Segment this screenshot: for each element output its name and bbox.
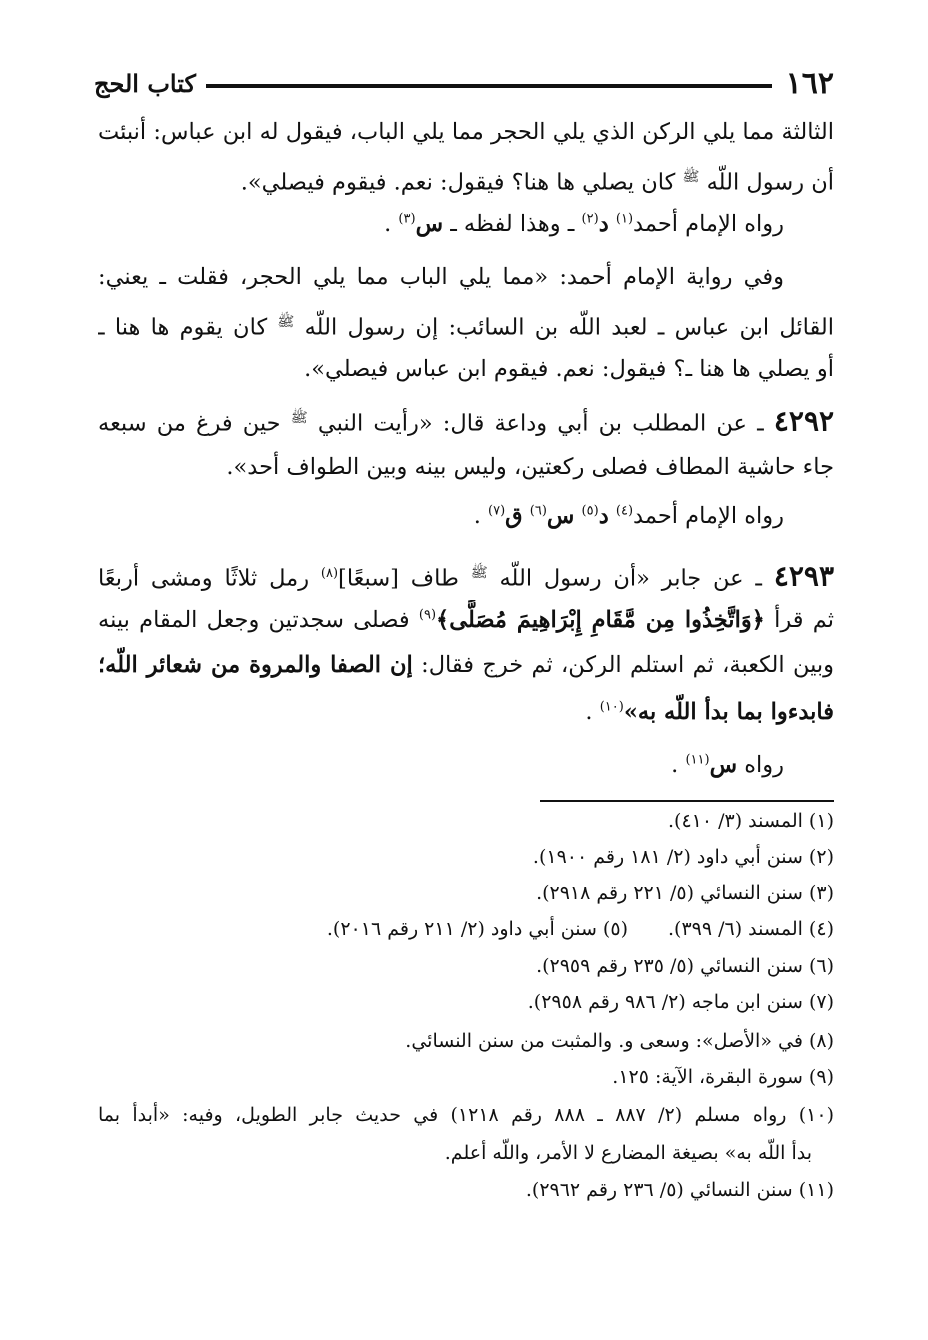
footnote-4-5 <box>98 912 834 946</box>
page-number: ١٦٢ <box>785 66 834 101</box>
hadith-4293-line-2: ثم قرأ ﴿وَاتَّخِذُوا مِن مَّقَامِ إِبْرَاهِيمَ مُصَلًّى﴾$^{(٩)}$ فصلى سجدتين وجعل المقام بينه <box>98 607 834 633</box>
text-line-6: أو يصلي ها هنا ـ؟ فيقول: نعم. فيقوم ابن عباس فيصلي». <box>304 356 834 382</box>
text-line-5: القائل ابن عباس ـ لعبد اللّه بن السائب: إن رسول اللّه $^ﷺ$ كان يقوم ها هنا ـ <box>98 314 834 341</box>
footnote-5: (٥) سنن أبي داود (٢/ ٢١١ رقم ٢٠١٦). <box>326 918 628 940</box>
footnote-10-line-1: (١٠) رواه مسلم (٢/ ٨٨٧ ـ ٨٨٨ رقم ١٢١٨) في حديث جابر الطويل، وفيه: «أبدأ بما <box>98 1104 834 1126</box>
page-header <box>94 62 834 106</box>
footnote-1: (١) المسند (٣/ ٤١٠). <box>667 810 834 832</box>
footnote-6: (٦) سنن النسائي (٥/ ٢٣٥ رقم ٢٩٥٩). <box>536 955 834 977</box>
hadith-number: ٤٢٩٢ <box>773 404 834 438</box>
hadith-4292-line-2: جاء حاشية المطاف فصلى ركعتين، وليس بينه وبين الطواف أحد». <box>226 454 834 480</box>
footnote-3: (٣) سنن النسائي (٥/ ٢٢١ رقم ٢٩١٨). <box>536 882 834 904</box>
salutation-glyph: ﷺ <box>682 169 700 185</box>
footnote-10-line-2: بدأ اللّه به» بصيغة المضارع لا الأمر، واللّه أعلم. <box>444 1142 812 1164</box>
hadith-4293-line-4: فابدءوا بما بدأ اللّه به»$^{(١٠)}$ . <box>585 699 834 725</box>
attribution-line-1: رواه الإمام أحمد$^{(١)}$ د$^{(٢)}$ ـ وهذا لفظه ـ س$^{(٣)}$ . <box>384 211 784 237</box>
hadith-number: ٤٢٩٣ <box>773 559 834 593</box>
footnote-4: (٤) المسند (٦/ ٣٩٩). <box>667 918 834 940</box>
hadith-4292-line-1: ٤٢٩٢ ـ عن المطلب بن أبي وداعة قال: «رأيت النبي $^ﷺ$ حين فرغ من سبعه <box>98 404 834 438</box>
footnote-rule <box>540 800 834 802</box>
hadith-4293-line-3: وبين الكعبة، ثم استلم الركن، ثم خرج فقال: إن الصفا والمروة من شعائر اللّه؛ <box>98 652 834 678</box>
header-rule <box>206 84 772 88</box>
quran-verse: ﴿وَاتَّخِذُوا مِن مَّقَامِ إِبْرَاهِيمَ مُصَلًّى﴾ <box>436 607 765 633</box>
text-line-2: أن رسول اللّه $^ﷺ$ كان يصلي ها هنا؟ فيقول: نعم. فيقوم فيصلي». <box>240 169 834 196</box>
attribution-line-2: رواه الإمام أحمد$^{(٤)}$ د$^{(٥)}$ س$^{(٦)}$ ق$^{(٧)}$ . <box>473 503 784 529</box>
footnote-8: (٨) في «الأصل»: وسعى و. والمثبت من سنن النسائي. <box>405 1030 834 1052</box>
book-title: كتاب الحج <box>94 69 196 98</box>
hadith-4293-line-1: ٤٢٩٣ ـ عن جابر «أن رسول اللّه $^ﷺ$ طاف [سبعًا]$^{(٨)}$ رمل ثلاثًا ومشى أربعًا <box>98 559 834 593</box>
footnote-2: (٢) سنن أبي داود (٢/ ١٨١ رقم ١٩٠٠). <box>532 846 834 868</box>
attribution-line-3: رواه س$^{(١١)}$ . <box>671 752 784 778</box>
text-line-4: وفي رواية الإمام أحمد: «مما يلي الباب مما يلي الحجر، فقلت ـ يعني: <box>98 264 784 290</box>
footnote-7: (٧) سنن ابن ماجه (٢/ ٩٨٦ رقم ٢٩٥٨). <box>527 991 834 1013</box>
footnote-11: (١١) سنن النسائي (٥/ ٢٣٦ رقم ٢٩٦٢). <box>525 1179 834 1201</box>
footnote-9: (٩) سورة البقرة، الآية: ١٢٥. <box>612 1066 834 1088</box>
text-line-1: الثالثة مما يلي الركن الذي يلي الحجر مما يلي الباب، فيقول له ابن عباس: أنبئت <box>98 119 834 145</box>
